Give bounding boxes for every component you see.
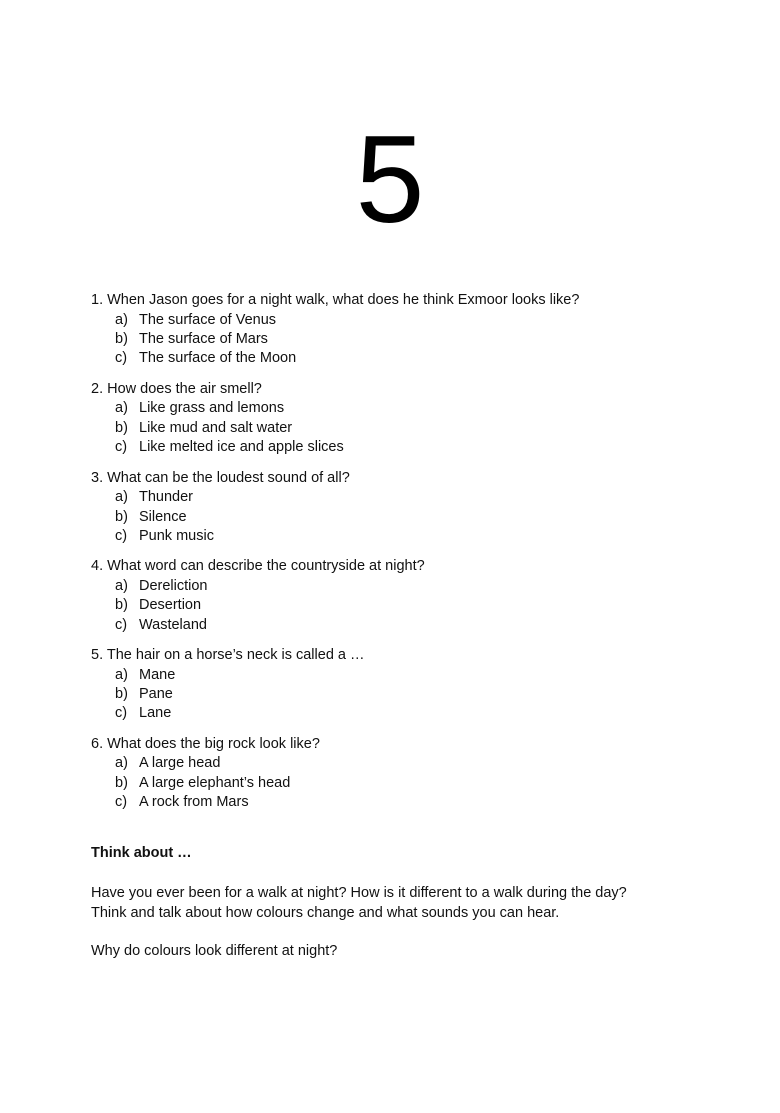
option-text: Like melted ice and apple slices xyxy=(139,439,344,456)
option-text: Dereliction xyxy=(139,577,208,594)
option-text: Pane xyxy=(139,686,173,703)
paragraph-line: Have you ever been for a walk at night? How is it different to a walk during the day? xyxy=(91,884,627,901)
option-text: A rock from Mars xyxy=(139,794,249,811)
option-letter: a) xyxy=(115,311,128,328)
option-list xyxy=(91,399,731,457)
option-a xyxy=(91,666,731,685)
option-letter: a) xyxy=(115,755,128,772)
question-text: 4. What word can describe the countryside at night? xyxy=(91,558,425,575)
think-about-paragraph xyxy=(91,884,741,924)
option-text: The surface of Venus xyxy=(139,311,277,328)
option-a xyxy=(91,399,731,418)
option-letter: c) xyxy=(115,350,128,367)
option-text: Silence xyxy=(139,508,187,525)
option-b xyxy=(91,596,731,615)
option-c xyxy=(91,438,731,457)
option-b xyxy=(91,330,731,349)
question-6 xyxy=(91,735,731,813)
option-list xyxy=(91,488,731,546)
option-c xyxy=(91,616,731,635)
page-number: 5 xyxy=(355,111,425,249)
question-text: 3. What can be the loudest sound of all? xyxy=(91,469,350,486)
option-letter: c) xyxy=(115,439,128,456)
option-list xyxy=(91,754,731,812)
question-text: 2. How does the air smell? xyxy=(91,380,262,397)
option-text: A large elephant’s head xyxy=(139,774,291,791)
option-letter: c) xyxy=(115,794,128,811)
option-letter: a) xyxy=(115,666,128,683)
question-text: 1. When Jason goes for a night walk, what does he think Exmoor looks like? xyxy=(91,292,580,308)
question-2 xyxy=(91,380,731,458)
option-letter: a) xyxy=(115,489,128,506)
option-letter: c) xyxy=(115,527,128,544)
option-text: A large head xyxy=(139,755,221,772)
question-4 xyxy=(91,557,731,635)
option-letter: b) xyxy=(115,508,128,525)
option-text: The surface of the Moon xyxy=(139,350,297,367)
question-text: 5. The hair on a horse’s neck is called a … xyxy=(91,647,365,664)
option-letter: b) xyxy=(115,774,128,791)
option-list xyxy=(91,311,731,369)
option-text: Thunder xyxy=(139,489,194,506)
option-text: Mane xyxy=(139,666,176,683)
question-3 xyxy=(91,469,731,547)
option-letter: c) xyxy=(115,705,128,722)
option-letter: b) xyxy=(115,419,128,436)
question-1 xyxy=(91,291,731,369)
think-about-heading: Think about … xyxy=(91,845,192,861)
option-list xyxy=(91,577,731,635)
option-b xyxy=(91,419,731,438)
option-b xyxy=(91,685,731,704)
option-letter: b) xyxy=(115,330,128,347)
option-a xyxy=(91,311,731,330)
option-list xyxy=(91,666,731,724)
option-text: Desertion xyxy=(139,597,202,614)
option-text: Like grass and lemons xyxy=(139,400,285,417)
option-text: Lane xyxy=(139,705,172,722)
question-5 xyxy=(91,646,731,724)
option-a xyxy=(91,488,731,507)
option-letter: a) xyxy=(115,577,128,594)
option-a xyxy=(91,577,731,596)
option-text: Wasteland xyxy=(139,616,207,633)
option-letter: b) xyxy=(115,597,128,614)
option-letter: c) xyxy=(115,616,128,633)
option-letter: a) xyxy=(115,400,128,417)
option-c xyxy=(91,527,731,546)
option-c xyxy=(91,793,731,812)
option-text: Like mud and salt water xyxy=(139,419,293,436)
think-about-section xyxy=(91,844,741,981)
paragraph-line: Why do colours look different at night? xyxy=(91,943,338,960)
question-text: 6. What does the big rock look like? xyxy=(91,735,320,752)
option-text: The surface of Mars xyxy=(139,330,268,347)
option-b xyxy=(91,774,731,793)
paragraph-line: Think and talk about how colours change and what sounds you can hear. xyxy=(91,904,560,921)
quiz xyxy=(91,291,731,824)
option-b xyxy=(91,508,731,527)
option-text: Punk music xyxy=(139,527,214,544)
option-a xyxy=(91,754,731,773)
option-c xyxy=(91,349,731,368)
think-about-question xyxy=(91,942,741,962)
option-letter: b) xyxy=(115,686,128,703)
option-c xyxy=(91,704,731,723)
